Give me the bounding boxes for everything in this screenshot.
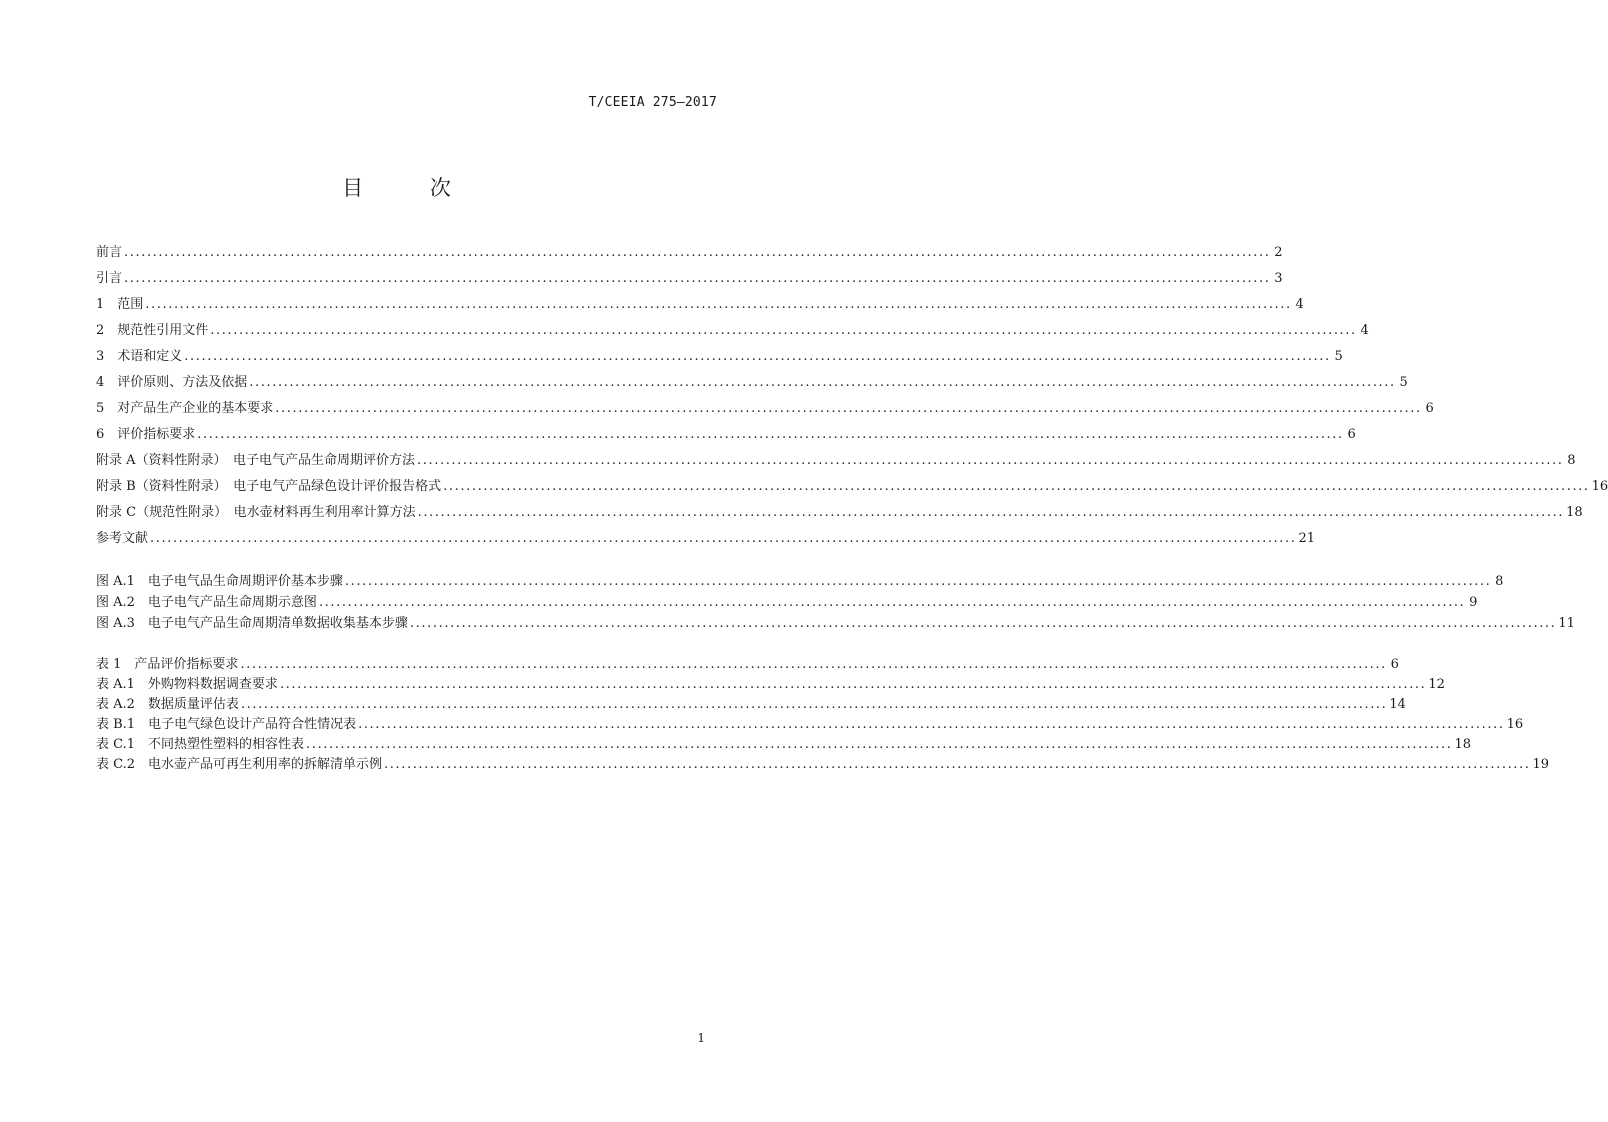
- dot-leader: ........................................................................................................................................................................................................: [150, 531, 1297, 546]
- dot-leader: ........................................................................................................................................................................................................: [344, 574, 1492, 589]
- toc-entry-label: 表 1 产品评价指标要求: [96, 657, 239, 672]
- toc-entry[interactable]: [96, 500, 1583, 526]
- toc-entry[interactable]: [96, 448, 1576, 474]
- dot-leader: ........................................................................................................................................................................................................: [409, 616, 1557, 631]
- page-number: 1: [697, 1031, 705, 1045]
- toc-entry-label: 图 A.1 电子电气品生命周期评价基本步骤: [96, 574, 343, 589]
- dot-leader: ........................................................................................................................................................................................................: [384, 757, 1531, 772]
- toc-entry-page: 21: [1298, 531, 1316, 546]
- toc-main-list: [96, 240, 1608, 552]
- toc-entry-label: 4 评价原则、方法及依据: [96, 375, 248, 390]
- toc-entry-label: 附录 C（规范性附录） 电水壶材料再生利用率计算方法: [96, 505, 416, 520]
- toc-entry[interactable]: [96, 571, 1504, 592]
- toc-entry[interactable]: [96, 422, 1356, 448]
- dot-leader: ........................................................................................................................................................................................................: [124, 271, 1271, 286]
- toc-entry-page: 3: [1274, 271, 1283, 286]
- toc-entry-label: 前言: [96, 245, 123, 260]
- toc-entry-page: 4: [1295, 297, 1304, 312]
- toc-entry[interactable]: [96, 715, 1524, 735]
- dot-leader: ........................................................................................................................................................................................................: [145, 297, 1292, 312]
- dot-leader: ........................................................................................................................................................................................................: [210, 323, 1357, 338]
- toc-entry[interactable]: [96, 474, 1608, 500]
- toc-entry-label: 1 范围: [96, 297, 144, 312]
- toc-entry[interactable]: [96, 266, 1283, 292]
- toc-entry[interactable]: [96, 675, 1445, 695]
- toc-entry[interactable]: [96, 755, 1550, 775]
- toc-entry[interactable]: [96, 695, 1406, 715]
- toc-entry[interactable]: [96, 396, 1434, 422]
- dot-leader: ........................................................................................................................................................................................................: [417, 505, 1565, 520]
- toc-entry-page: 5: [1334, 349, 1343, 364]
- toc-figures-list: [96, 571, 1575, 634]
- toc-entry[interactable]: [96, 655, 1399, 675]
- toc-entry-page: 4: [1360, 323, 1369, 338]
- toc-entry-page: 6: [1347, 427, 1356, 442]
- dot-leader: ........................................................................................................................................................................................................: [240, 697, 1388, 712]
- toc-entry-page: 8: [1567, 453, 1576, 468]
- dot-leader: ........................................................................................................................................................................................................: [249, 375, 1396, 390]
- toc-entry[interactable]: [96, 292, 1304, 318]
- dot-leader: ........................................................................................................................................................................................................: [275, 401, 1422, 416]
- dot-leader: ........................................................................................................................................................................................................: [358, 717, 1505, 732]
- dot-leader: ........................................................................................................................................................................................................: [197, 427, 1344, 442]
- dot-leader: ........................................................................................................................................................................................................: [124, 245, 1271, 260]
- toc-entry-label: 表 A.1 外购物料数据调查要求: [96, 677, 278, 692]
- toc-entry-label: 3 术语和定义: [96, 349, 183, 364]
- toc-entry-label: 表 B.1 电子电气绿色设计产品符合性情况表: [96, 717, 357, 732]
- toc-entry-page: 11: [1558, 616, 1575, 631]
- toc-tables-list: [96, 655, 1550, 775]
- toc-entry-label: 参考文献: [96, 531, 149, 546]
- toc-entry-label: 2 规范性引用文件: [96, 323, 209, 338]
- toc-entry[interactable]: [96, 240, 1283, 266]
- toc-entry-label: 表 C.2 电水壶产品可再生利用率的拆解清单示例: [96, 757, 383, 772]
- toc-entry-page: 6: [1390, 657, 1399, 672]
- dot-leader: ........................................................................................................................................................................................................: [306, 737, 1453, 752]
- toc-entry-label: 附录 B（资料性附录） 电子电气产品绿色设计评价报告格式: [96, 479, 442, 494]
- page-title: 目 次: [342, 176, 481, 200]
- toc-entry-page: 6: [1425, 401, 1434, 416]
- dot-leader: ........................................................................................................................................................................................................: [443, 479, 1590, 494]
- toc-entry-page: 12: [1428, 677, 1445, 692]
- toc-entry-page: 16: [1506, 717, 1524, 732]
- toc-entry-page: 8: [1495, 574, 1504, 589]
- toc-entry-label: 5 对产品生产企业的基本要求: [96, 401, 274, 416]
- toc-entry[interactable]: [96, 526, 1316, 552]
- toc-entry[interactable]: [96, 735, 1472, 755]
- toc-entry-page: 9: [1469, 595, 1478, 610]
- toc-entry-label: 表 A.2 数据质量评估表: [96, 697, 239, 712]
- dot-leader: ........................................................................................................................................................................................................: [417, 453, 1564, 468]
- toc-entry-page: 18: [1454, 737, 1472, 752]
- toc-entry-label: 图 A.2 电子电气产品生命周期示意图: [96, 595, 317, 610]
- toc-entry-label: 表 C.1 不同热塑性塑料的相容性表: [96, 737, 305, 752]
- toc-entry[interactable]: [96, 318, 1369, 344]
- toc-entry-page: 5: [1399, 375, 1408, 390]
- dot-leader: ........................................................................................................................................................................................................: [279, 677, 1427, 692]
- toc-entry-page: 2: [1274, 245, 1283, 260]
- toc-entry-label: 图 A.3 电子电气产品生命周期清单数据收集基本步骤: [96, 616, 408, 631]
- dot-leader: ........................................................................................................................................................................................................: [240, 657, 1387, 672]
- dot-leader: ........................................................................................................................................................................................................: [318, 595, 1466, 610]
- toc-entry[interactable]: [96, 344, 1343, 370]
- document-code: T/CEEIA 275—2017: [588, 95, 717, 110]
- toc-entry[interactable]: [96, 592, 1478, 613]
- toc-entry-label: 引言: [96, 271, 123, 286]
- toc-entry-label: 6 评价指标要求: [96, 427, 196, 442]
- toc-entry-page: 18: [1566, 505, 1583, 520]
- toc-entry-page: 14: [1389, 697, 1406, 712]
- toc-entry-label: 附录 A（资料性附录） 电子电气产品生命周期评价方法: [96, 453, 416, 468]
- dot-leader: ........................................................................................................................................................................................................: [184, 349, 1331, 364]
- toc-entry-page: 16: [1591, 479, 1608, 494]
- toc-entry[interactable]: [96, 370, 1408, 396]
- toc-entry[interactable]: [96, 613, 1575, 634]
- toc-entry-page: 19: [1532, 757, 1550, 772]
